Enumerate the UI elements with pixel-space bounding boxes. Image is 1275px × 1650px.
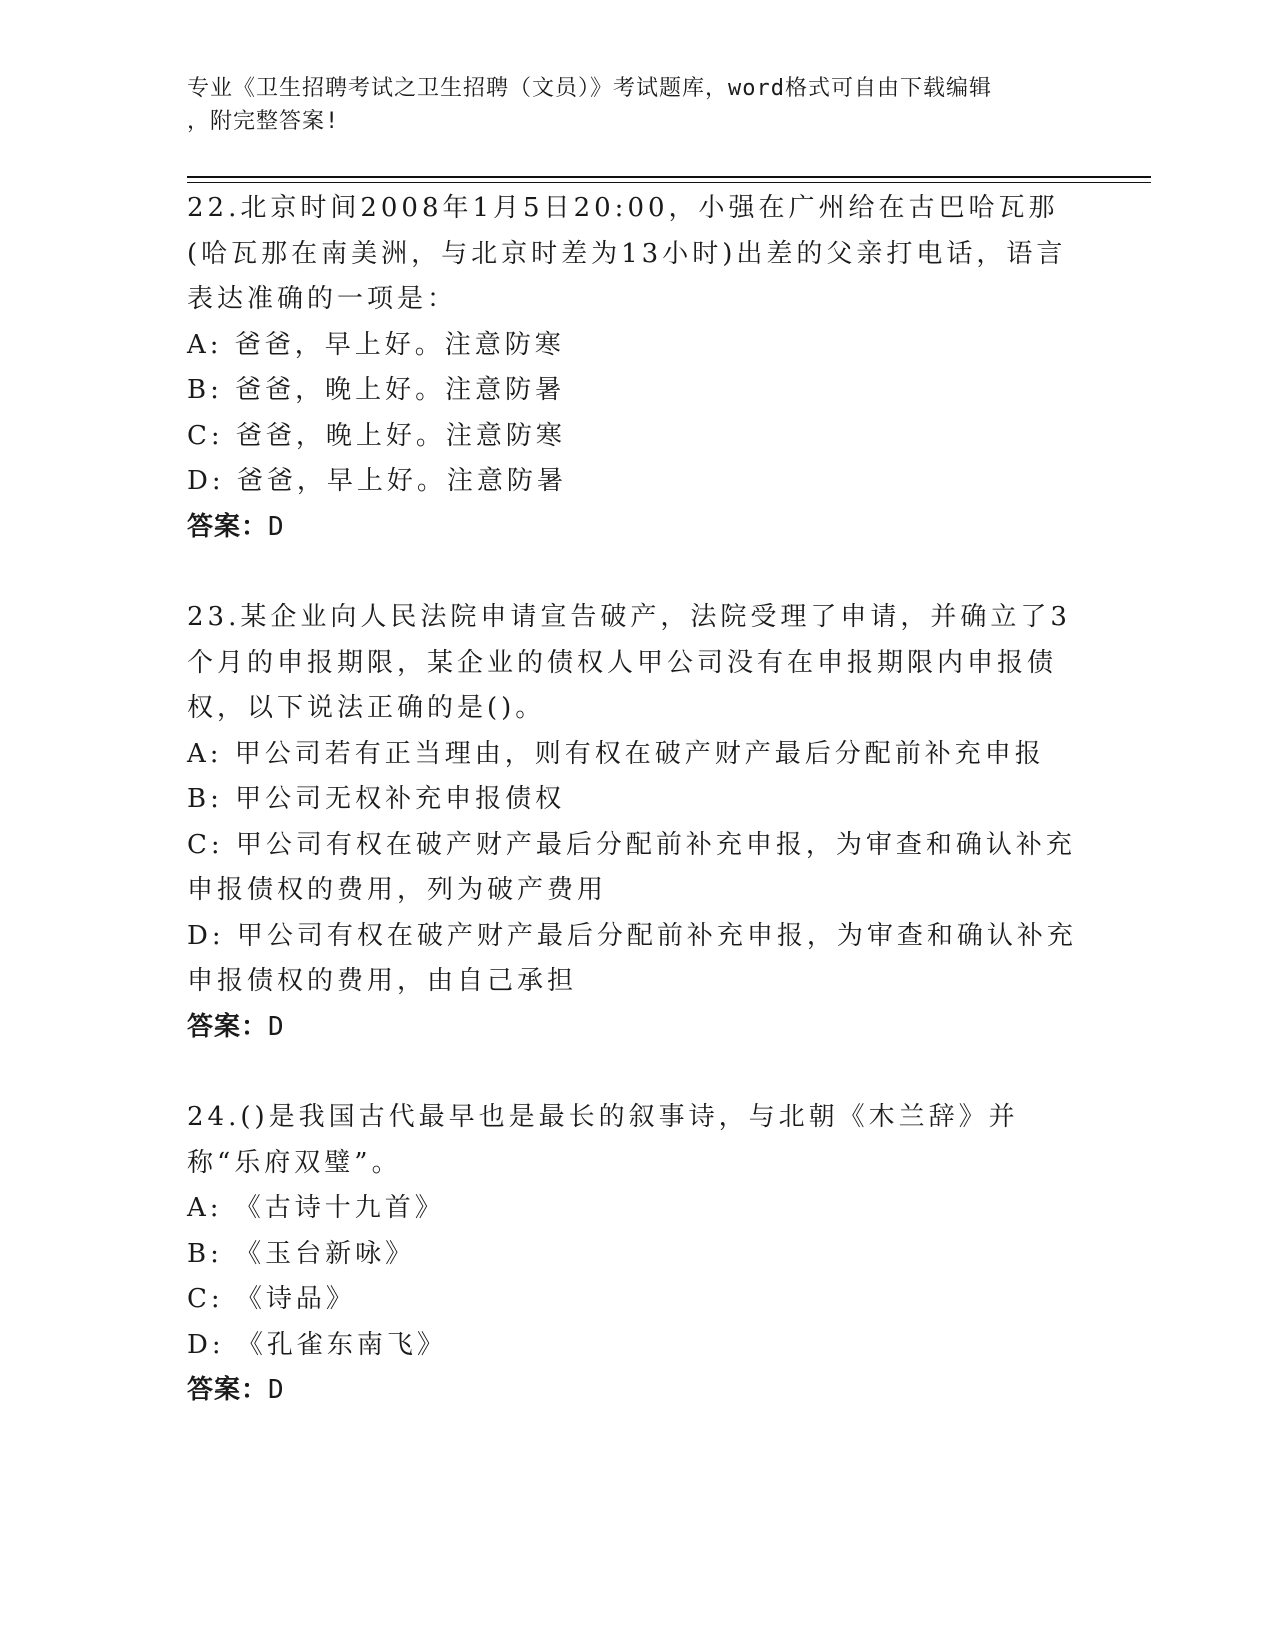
answer-value: D [268,511,285,542]
answer-value: D [268,1011,285,1042]
option-b: B: 《玉台新咏》 [187,1238,416,1269]
header-rule-thin [187,182,1151,183]
option-a: A: 《古诗十九首》 [187,1193,445,1223]
header-rule-thick [187,176,1151,178]
header-line-2: ，附完整答案! [187,109,340,134]
document-header [187,72,1067,138]
answer-line [187,1005,1087,1051]
option-a: A: 甲公司若有正当理由，则有权在破产财产最后分配前补充申报 [187,738,1045,769]
answer-value: D [268,1375,285,1405]
answer-label: 答案： [187,1011,269,1042]
option-d: D: 《孔雀东南飞》 [187,1329,447,1360]
question-list [187,186,1087,1459]
option-c: C: 爸爸，晚上好。注意防寒 [187,420,566,451]
question-24 [187,1095,1087,1414]
question-stem: 24.()是我国古代最早也是最长的叙事诗，与北朝《木兰辞》并称“乐府双璧”。 [187,1102,1019,1178]
option-a: A: 爸爸，早上好。注意防寒 [187,329,565,360]
option-b: B: 爸爸，晚上好。注意防暑 [187,375,566,405]
answer-label: 答案： [187,511,269,542]
option-c: C: 《诗品》 [187,1284,356,1314]
header-line-1: 专业《卫生招聘考试之卫生招聘（文员）》考试题库，word格式可自由下载编辑 [187,76,992,101]
answer-label: 答案： [187,1375,269,1405]
question-22 [187,186,1087,550]
question-stem: 23.某企业向人民法院申请宣告破产，法院受理了申请，并确立了3个月的申报期限，某企业的债权人甲公司没有在申报期限内申报债权，以下说法正确的是()。 [187,602,1071,723]
answer-line [187,505,1087,551]
question-23 [187,595,1087,1050]
option-d: D: 甲公司有权在破产财产最后分配前补充申报，为审查和确认补充申报债权的费用，由自己承担 [187,920,1077,996]
option-b: B: 甲公司无权补充申报债权 [187,784,566,814]
option-d: D: 爸爸，早上好。注意防暑 [187,466,567,496]
answer-line [187,1368,1087,1414]
question-stem: 22.北京时间2008年1月5日20:00，小强在广州给在古巴哈瓦那(哈瓦那在南美洲，与北京时差为13小时)出差的父亲打电话，语言表达准确的一项是： [187,193,1067,314]
option-c: C: 甲公司有权在破产财产最后分配前补充申报，为审查和确认补充申报债权的费用，列为破产费用 [187,829,1076,905]
